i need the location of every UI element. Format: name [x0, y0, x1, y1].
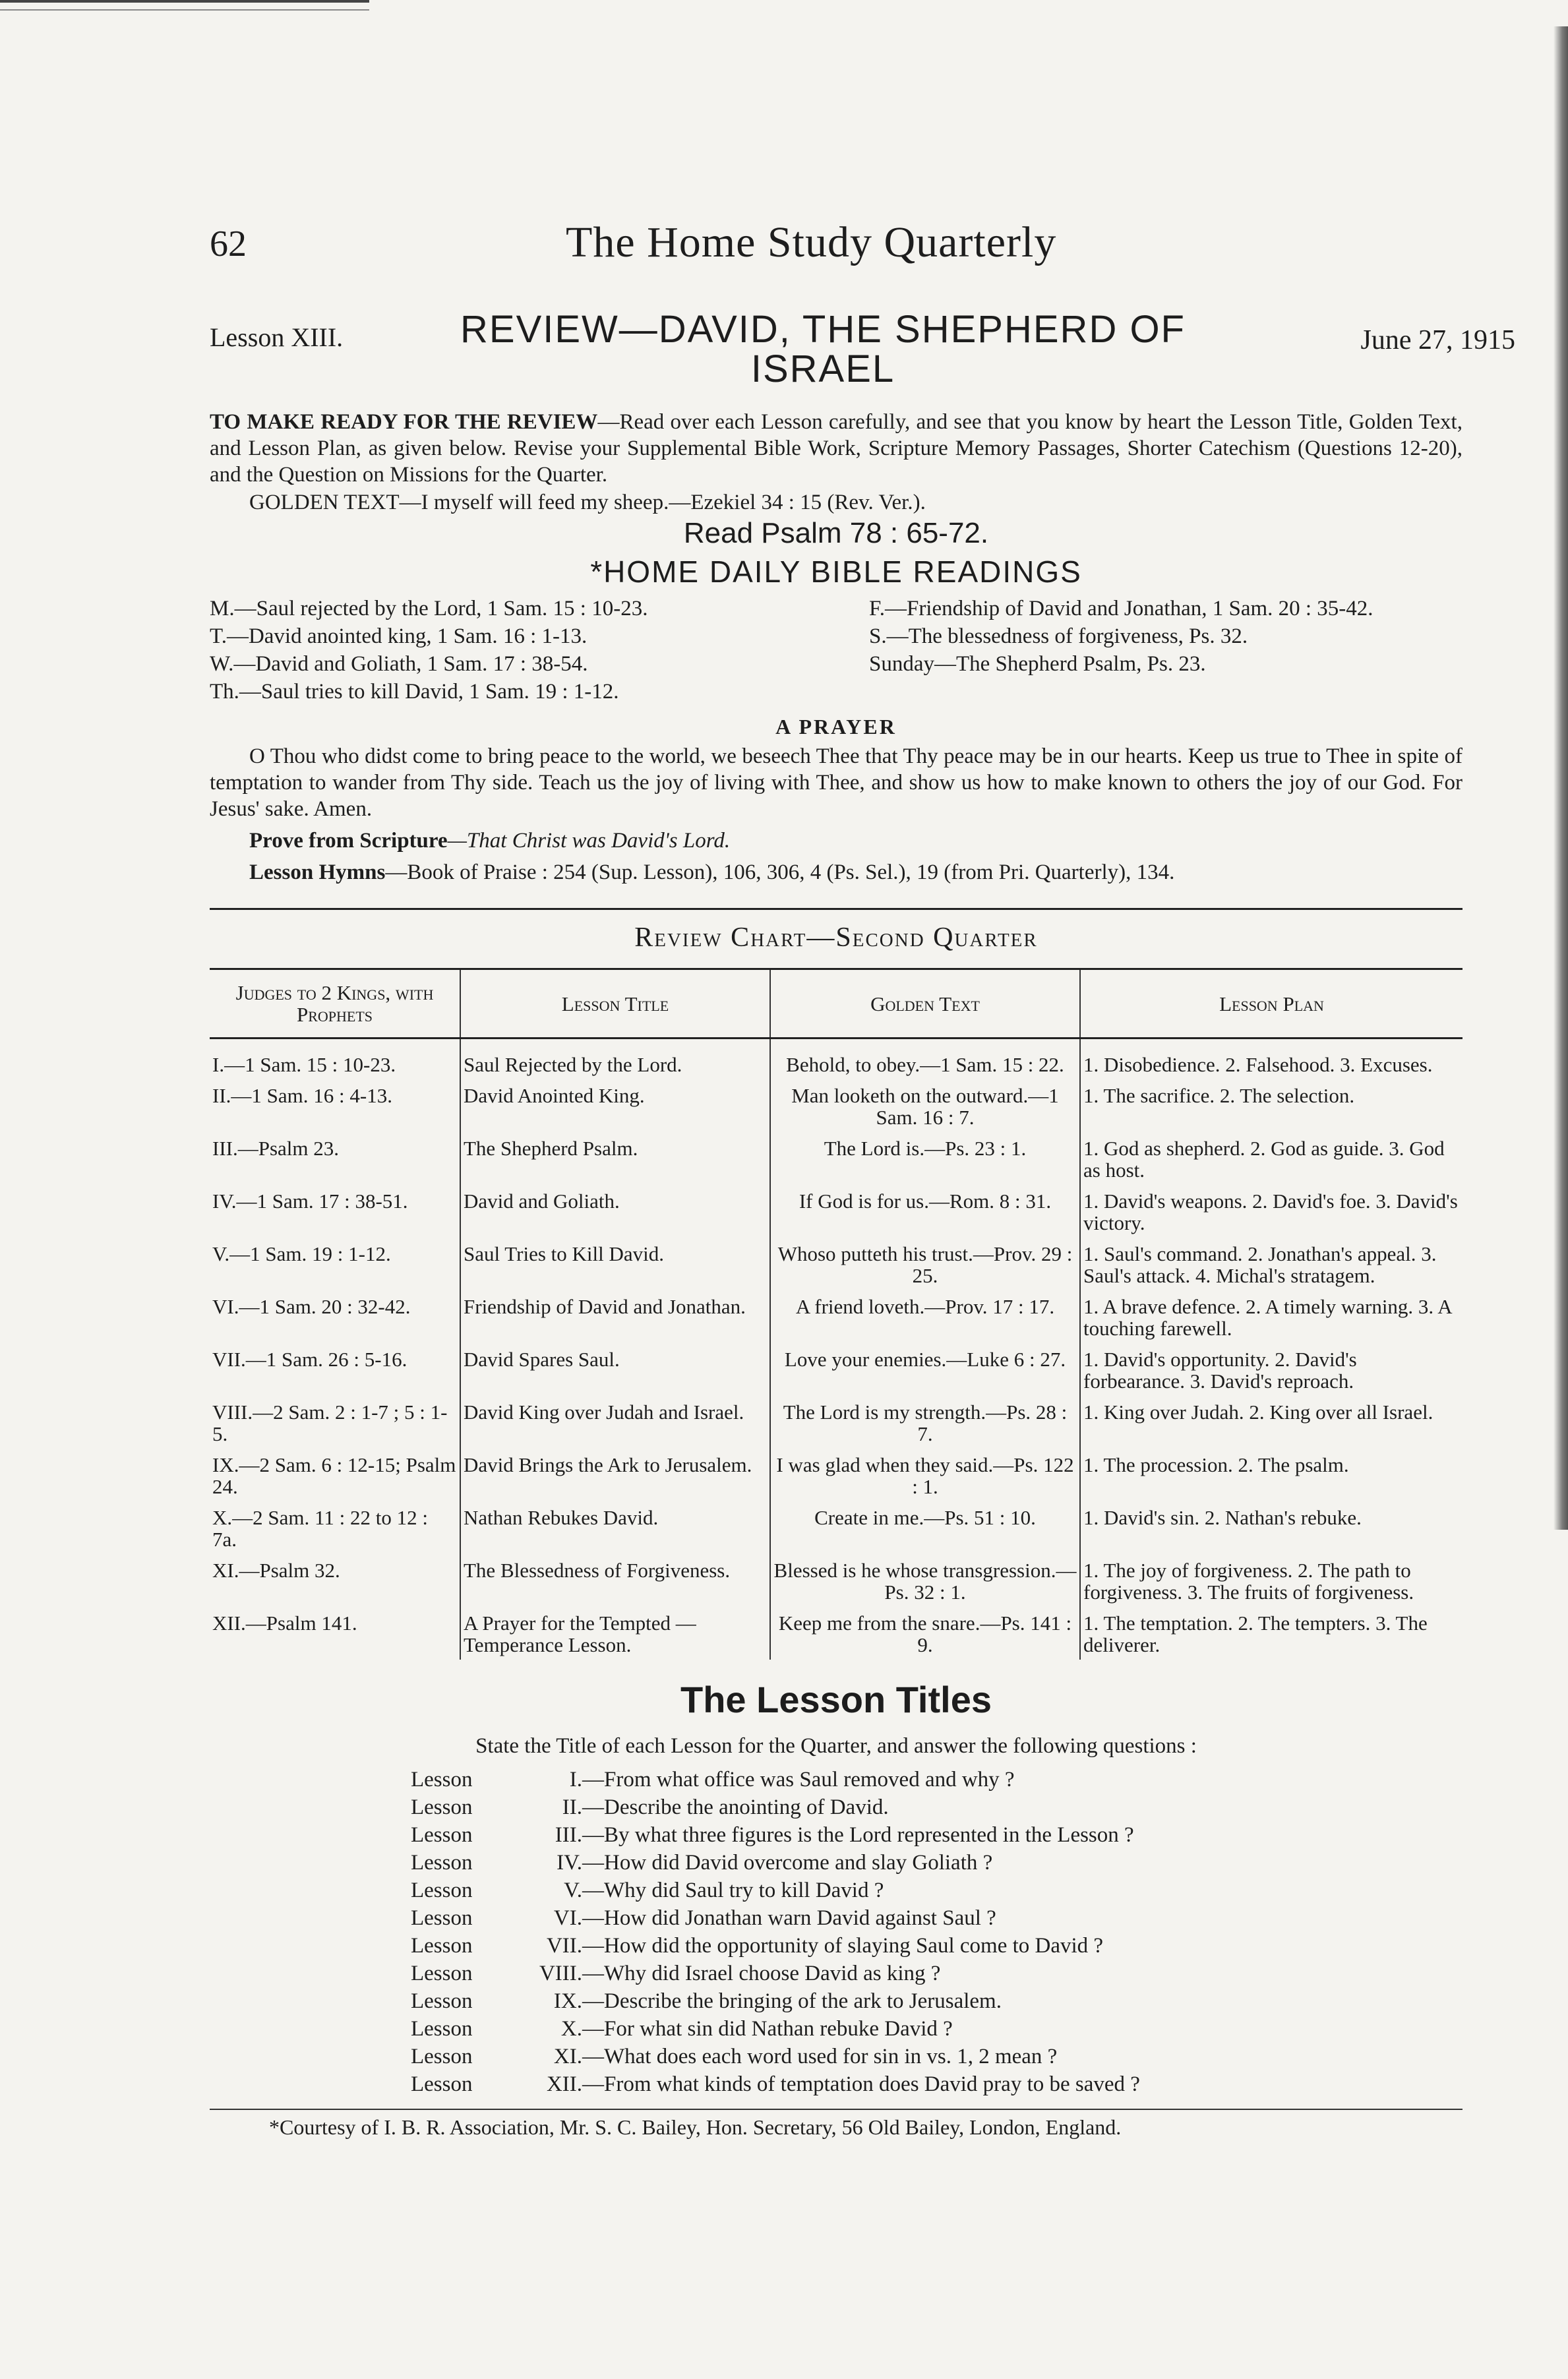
chart-cell-passage: VII.—1 Sam. 26 : 5-16.: [212, 1348, 407, 1371]
chart-cell-golden-text: Whoso putteth his trust.—Prov. 29 : 25.: [770, 1238, 1080, 1290]
chart-cell-passage: IX.—2 Sam. 6 : 12-15; Psalm 24.: [212, 1453, 456, 1498]
question-lesson-number: IV.: [557, 1851, 582, 1875]
chart-cell-golden-text: Man looketh on the outward.—1 Sam. 16 : 7.: [770, 1079, 1080, 1132]
question-text: —What does each word used for sin in vs. 1, 2 mean ?: [582, 2045, 1058, 2068]
chart-cell-plan: 1. The sacrifice. 2. The selection.: [1080, 1079, 1462, 1132]
chart-row: [210, 1396, 1462, 1449]
reading-item: S.—The blessedness of forgiveness, Ps. 32.: [869, 624, 1248, 648]
chart-row: [210, 1238, 1462, 1290]
hymns-label: Lesson Hymns: [249, 860, 386, 884]
question-lesson-number: VI.: [553, 1906, 582, 1930]
question-lesson-number: V.: [564, 1879, 582, 1902]
chart-row: [210, 1554, 1462, 1607]
question-list: [411, 1766, 1462, 2098]
running-title: The Home Study Quarterly: [566, 218, 1057, 266]
question-item: [411, 1877, 1462, 1904]
chart-cell-golden-text: I was glad when they said.—Ps. 122 : 1.: [770, 1449, 1080, 1501]
question-text: —Why did Israel choose David as king ?: [582, 1962, 941, 1985]
question-item: [411, 2015, 1462, 2043]
reading-item: M.—Saul rejected by the Lord, 1 Sam. 15 : 10-23.: [210, 597, 648, 620]
readings-column-left: [210, 595, 869, 706]
question-lesson-number: IX.: [553, 1989, 582, 2013]
lesson-titles-intro: State the Title of each Lesson for the Quarter, and answer the following questions :: [475, 1734, 1197, 1758]
chart-cell-golden-text: Love your enemies.—Luke 6 : 27.: [770, 1343, 1080, 1396]
chart-cell-golden-text: Behold, to obey.—1 Sam. 15 : 22.: [770, 1039, 1080, 1080]
readings-heading: *HOME DAILY BIBLE READINGS: [590, 555, 1082, 589]
review-chart-table: [210, 968, 1462, 1660]
question-lesson-number: VII.: [546, 1934, 582, 1958]
reading-item: F.—Friendship of David and Jonathan, 1 Sam. 20 : 35-42.: [869, 597, 1373, 620]
question-item: [411, 1793, 1462, 1821]
daily-readings: [210, 595, 1462, 706]
reading-item: T.—David anointed king, 1 Sam. 16 : 1-13.: [210, 624, 588, 648]
lesson-heading: [210, 308, 1515, 409]
question-text: —From what office was Saul removed and why ?: [582, 1768, 1015, 1792]
question-item: [411, 1960, 1462, 1987]
question-lesson-word: Lesson: [411, 1962, 473, 1985]
chart-cell-plan: 1. A brave defence. 2. A timely warning. 3. A touching farewell.: [1080, 1290, 1462, 1343]
lesson-titles-heading: The Lesson Titles: [680, 1679, 992, 1720]
chart-cell-title: The Shepherd Psalm.: [460, 1132, 770, 1185]
review-chart-title: Review Chart—Second Quarter: [634, 922, 1038, 953]
chart-cell-passage: IV.—1 Sam. 17 : 38-51.: [212, 1190, 408, 1213]
prove-from-scripture: [210, 828, 1462, 854]
question-item: [411, 1821, 1462, 1849]
question-text: —Describe the anointing of David.: [582, 1795, 889, 1819]
chart-cell-passage: II.—1 Sam. 16 : 4-13.: [212, 1084, 392, 1107]
question-lesson-word: Lesson: [411, 1851, 473, 1875]
running-header: [210, 218, 1462, 290]
chart-cell-passage: VI.—1 Sam. 20 : 32-42.: [212, 1295, 411, 1318]
question-lesson-number: III.: [555, 1823, 582, 1847]
chart-cell-passage: VIII.—2 Sam. 2 : 1-7 ; 5 : 1-5.: [212, 1400, 448, 1445]
chart-row: [210, 1039, 1462, 1080]
chart-cell-title: The Blessedness of Forgiveness.: [460, 1554, 770, 1607]
question-item: [411, 1987, 1462, 2015]
question-text: —How did the opportunity of slaying Saul come to David ?: [582, 1934, 1104, 1958]
question-lesson-word: Lesson: [411, 2045, 473, 2068]
question-text: —How did David overcome and slay Goliath ?: [582, 1851, 993, 1875]
section-rule: [210, 908, 1462, 910]
chart-header-golden-text: Golden Text: [770, 969, 1080, 1039]
chart-row: [210, 1449, 1462, 1501]
page-number: 62: [210, 224, 247, 264]
question-item: [411, 2070, 1462, 2098]
chart-cell-title: David Anointed King.: [460, 1079, 770, 1132]
chart-cell-plan: 1. David's opportunity. 2. David's forbearance. 3. David's reproach.: [1080, 1343, 1462, 1396]
question-lesson-word: Lesson: [411, 1934, 473, 1958]
chart-row: [210, 1185, 1462, 1238]
question-lesson-number: II.: [562, 1795, 582, 1819]
question-lesson-word: Lesson: [411, 1989, 473, 2013]
question-lesson-word: Lesson: [411, 1906, 473, 1930]
chart-cell-golden-text: Blessed is he whose transgression.—Ps. 32 : 1.: [770, 1554, 1080, 1607]
question-lesson-number: I.: [569, 1768, 582, 1792]
scan-edge-top: [0, 0, 369, 11]
review-instructions-text: —Read over each Lesson carefully, and see that you know by heart the Lesson Title, Golden Text, and Lesson Plan, as given below. Revise your Supplemental Bible Work, Scripture Memory Passages, Shorter Catechism (Questions 12-20), and the Question on Missions for the Quarter.: [210, 410, 1462, 487]
chart-cell-title: David Brings the Ark to Jerusalem.: [460, 1449, 770, 1501]
lesson-number: Lesson XIII.: [210, 322, 344, 352]
footnote: *Courtesy of I. B. R. Association, Mr. S. C. Bailey, Hon. Secretary, 56 Old Bailey, London, England.: [269, 2115, 1122, 2139]
chart-row: [210, 1132, 1462, 1185]
review-instructions: [210, 409, 1462, 488]
chart-cell-golden-text: Keep me from the snare.—Ps. 141 : 9.: [770, 1607, 1080, 1660]
chart-cell-plan: 1. David's weapons. 2. David's foe. 3. David's victory.: [1080, 1185, 1462, 1238]
chart-row: [210, 1343, 1462, 1396]
chart-row: [210, 1607, 1462, 1660]
question-item: [411, 1849, 1462, 1877]
chart-cell-title: David Spares Saul.: [460, 1343, 770, 1396]
prove-text: —That Christ was David's Lord.: [447, 829, 731, 853]
chart-cell-golden-text: Create in me.—Ps. 51 : 10.: [770, 1501, 1080, 1554]
chart-row: [210, 1501, 1462, 1554]
prove-label: Prove from Scripture: [249, 829, 448, 853]
chart-cell-passage: XI.—Psalm 32.: [212, 1559, 340, 1582]
chart-cell-plan: 1. The procession. 2. The psalm.: [1080, 1449, 1462, 1501]
question-item: [411, 1932, 1462, 1960]
question-text: —How did Jonathan warn David against Saul ?: [582, 1906, 996, 1930]
question-lesson-word: Lesson: [411, 1823, 473, 1847]
question-lesson-number: X.: [560, 2017, 582, 2041]
question-lesson-word: Lesson: [411, 2072, 473, 2096]
chart-cell-plan: 1. God as shepherd. 2. God as guide. 3. God as host.: [1080, 1132, 1462, 1185]
question-lesson-word: Lesson: [411, 2017, 473, 2041]
chart-cell-title: Saul Tries to Kill David.: [460, 1238, 770, 1290]
read-psalm: Read Psalm 78 : 65-72.: [683, 517, 989, 549]
question-lesson-number: XI.: [553, 2045, 582, 2068]
chart-cell-passage: I.—1 Sam. 15 : 10-23.: [212, 1053, 396, 1076]
lesson-title: REVIEW—DAVID, THE SHEPHERD OF ISRAEL: [460, 308, 1186, 390]
question-text: —From what kinds of temptation does David pray to be saved ?: [582, 2072, 1140, 2096]
chart-cell-plan: 1. King over Judah. 2. King over all Israel.: [1080, 1396, 1462, 1449]
chart-cell-title: David King over Judah and Israel.: [460, 1396, 770, 1449]
chart-cell-passage: X.—2 Sam. 11 : 22 to 12 : 7a.: [212, 1506, 428, 1551]
chart-row: [210, 1079, 1462, 1132]
lesson-hymns: [210, 859, 1462, 886]
footnote-rule: [210, 2109, 1462, 2110]
chart-cell-plan: 1. David's sin. 2. Nathan's rebuke.: [1080, 1501, 1462, 1554]
question-text: —For what sin did Nathan rebuke David ?: [582, 2017, 953, 2041]
question-lesson-word: Lesson: [411, 1879, 473, 1902]
page: [210, 218, 1515, 2140]
question-text: —Why did Saul try to kill David ?: [582, 1879, 884, 1902]
question-lesson-word: Lesson: [411, 1795, 473, 1819]
question-lesson-number: XII.: [546, 2072, 582, 2096]
chart-header-row: [210, 969, 1462, 1039]
chart-cell-title: Saul Rejected by the Lord.: [460, 1039, 770, 1080]
hymns-text: —Book of Praise : 254 (Sup. Lesson), 106, 306, 4 (Ps. Sel.), 19 (from Pri. Quarterly), 134.: [385, 860, 1175, 884]
chart-cell-passage: XII.—Psalm 141.: [212, 1611, 357, 1635]
readings-column-right: [869, 595, 1462, 706]
prayer-heading: A PRAYER: [775, 715, 897, 738]
golden-text: GOLDEN TEXT—I myself will feed my sheep.—Ezekiel 34 : 15 (Rev. Ver.).: [249, 491, 926, 514]
chart-cell-plan: 1. Disobedience. 2. Falsehood. 3. Excuses.: [1080, 1039, 1462, 1080]
chart-cell-passage: V.—1 Sam. 19 : 1-12.: [212, 1242, 391, 1265]
chart-cell-title: Friendship of David and Jonathan.: [460, 1290, 770, 1343]
chart-row: [210, 1290, 1462, 1343]
chart-cell-plan: 1. Saul's command. 2. Jonathan's appeal. 3. Saul's attack. 4. Michal's stratagem.: [1080, 1238, 1462, 1290]
review-instructions-lead: TO MAKE READY FOR THE REVIEW: [210, 410, 598, 434]
chart-cell-passage: III.—Psalm 23.: [212, 1137, 340, 1160]
chart-header-plan: Lesson Plan: [1080, 969, 1462, 1039]
prayer-text: O Thou who didst come to bring peace to the world, we beseech Thee that Thy peace may be in our hearts. Keep us true to Thee in spite of temptation to wander from Thy side. Teach us the joy of living with Thee, and show us how to make known to others the joy of our God. For Jesus' sake. Amen.: [210, 744, 1462, 821]
chart-cell-title: David and Goliath.: [460, 1185, 770, 1238]
chart-body: [210, 1039, 1462, 1660]
scan-edge-right: [1553, 26, 1568, 1530]
question-item: [411, 1766, 1462, 1793]
reading-item: W.—David and Goliath, 1 Sam. 17 : 38-54.: [210, 652, 588, 676]
chart-cell-title: A Prayer for the Tempted —Temperance Lesson.: [460, 1607, 770, 1660]
reading-item: Sunday—The Shepherd Psalm, Ps. 23.: [869, 652, 1206, 676]
chart-header-title: Lesson Title: [460, 969, 770, 1039]
chart-cell-golden-text: If God is for us.—Rom. 8 : 31.: [770, 1185, 1080, 1238]
question-lesson-number: VIII.: [539, 1962, 582, 1985]
lesson-date: June 27, 1915: [1360, 325, 1515, 355]
chart-header-passage: Judges to 2 Kings, with Prophets: [210, 969, 460, 1039]
reading-item: Th.—Saul tries to kill David, 1 Sam. 19 : 1-12.: [210, 680, 619, 704]
question-item: [411, 2043, 1462, 2070]
chart-cell-plan: 1. The joy of forgiveness. 2. The path to forgiveness. 3. The fruits of forgiveness.: [1080, 1554, 1462, 1607]
question-text: —Describe the bringing of the ark to Jerusalem.: [582, 1989, 1002, 2013]
question-item: [411, 1904, 1462, 1932]
question-lesson-word: Lesson: [411, 1768, 473, 1792]
chart-cell-golden-text: The Lord is my strength.—Ps. 28 : 7.: [770, 1396, 1080, 1449]
question-text: —By what three figures is the Lord represented in the Lesson ?: [582, 1823, 1134, 1847]
chart-cell-plan: 1. The temptation. 2. The tempters. 3. The deliverer.: [1080, 1607, 1462, 1660]
chart-cell-title: Nathan Rebukes David.: [460, 1501, 770, 1554]
chart-cell-golden-text: The Lord is.—Ps. 23 : 1.: [770, 1132, 1080, 1185]
chart-cell-golden-text: A friend loveth.—Prov. 17 : 17.: [770, 1290, 1080, 1343]
